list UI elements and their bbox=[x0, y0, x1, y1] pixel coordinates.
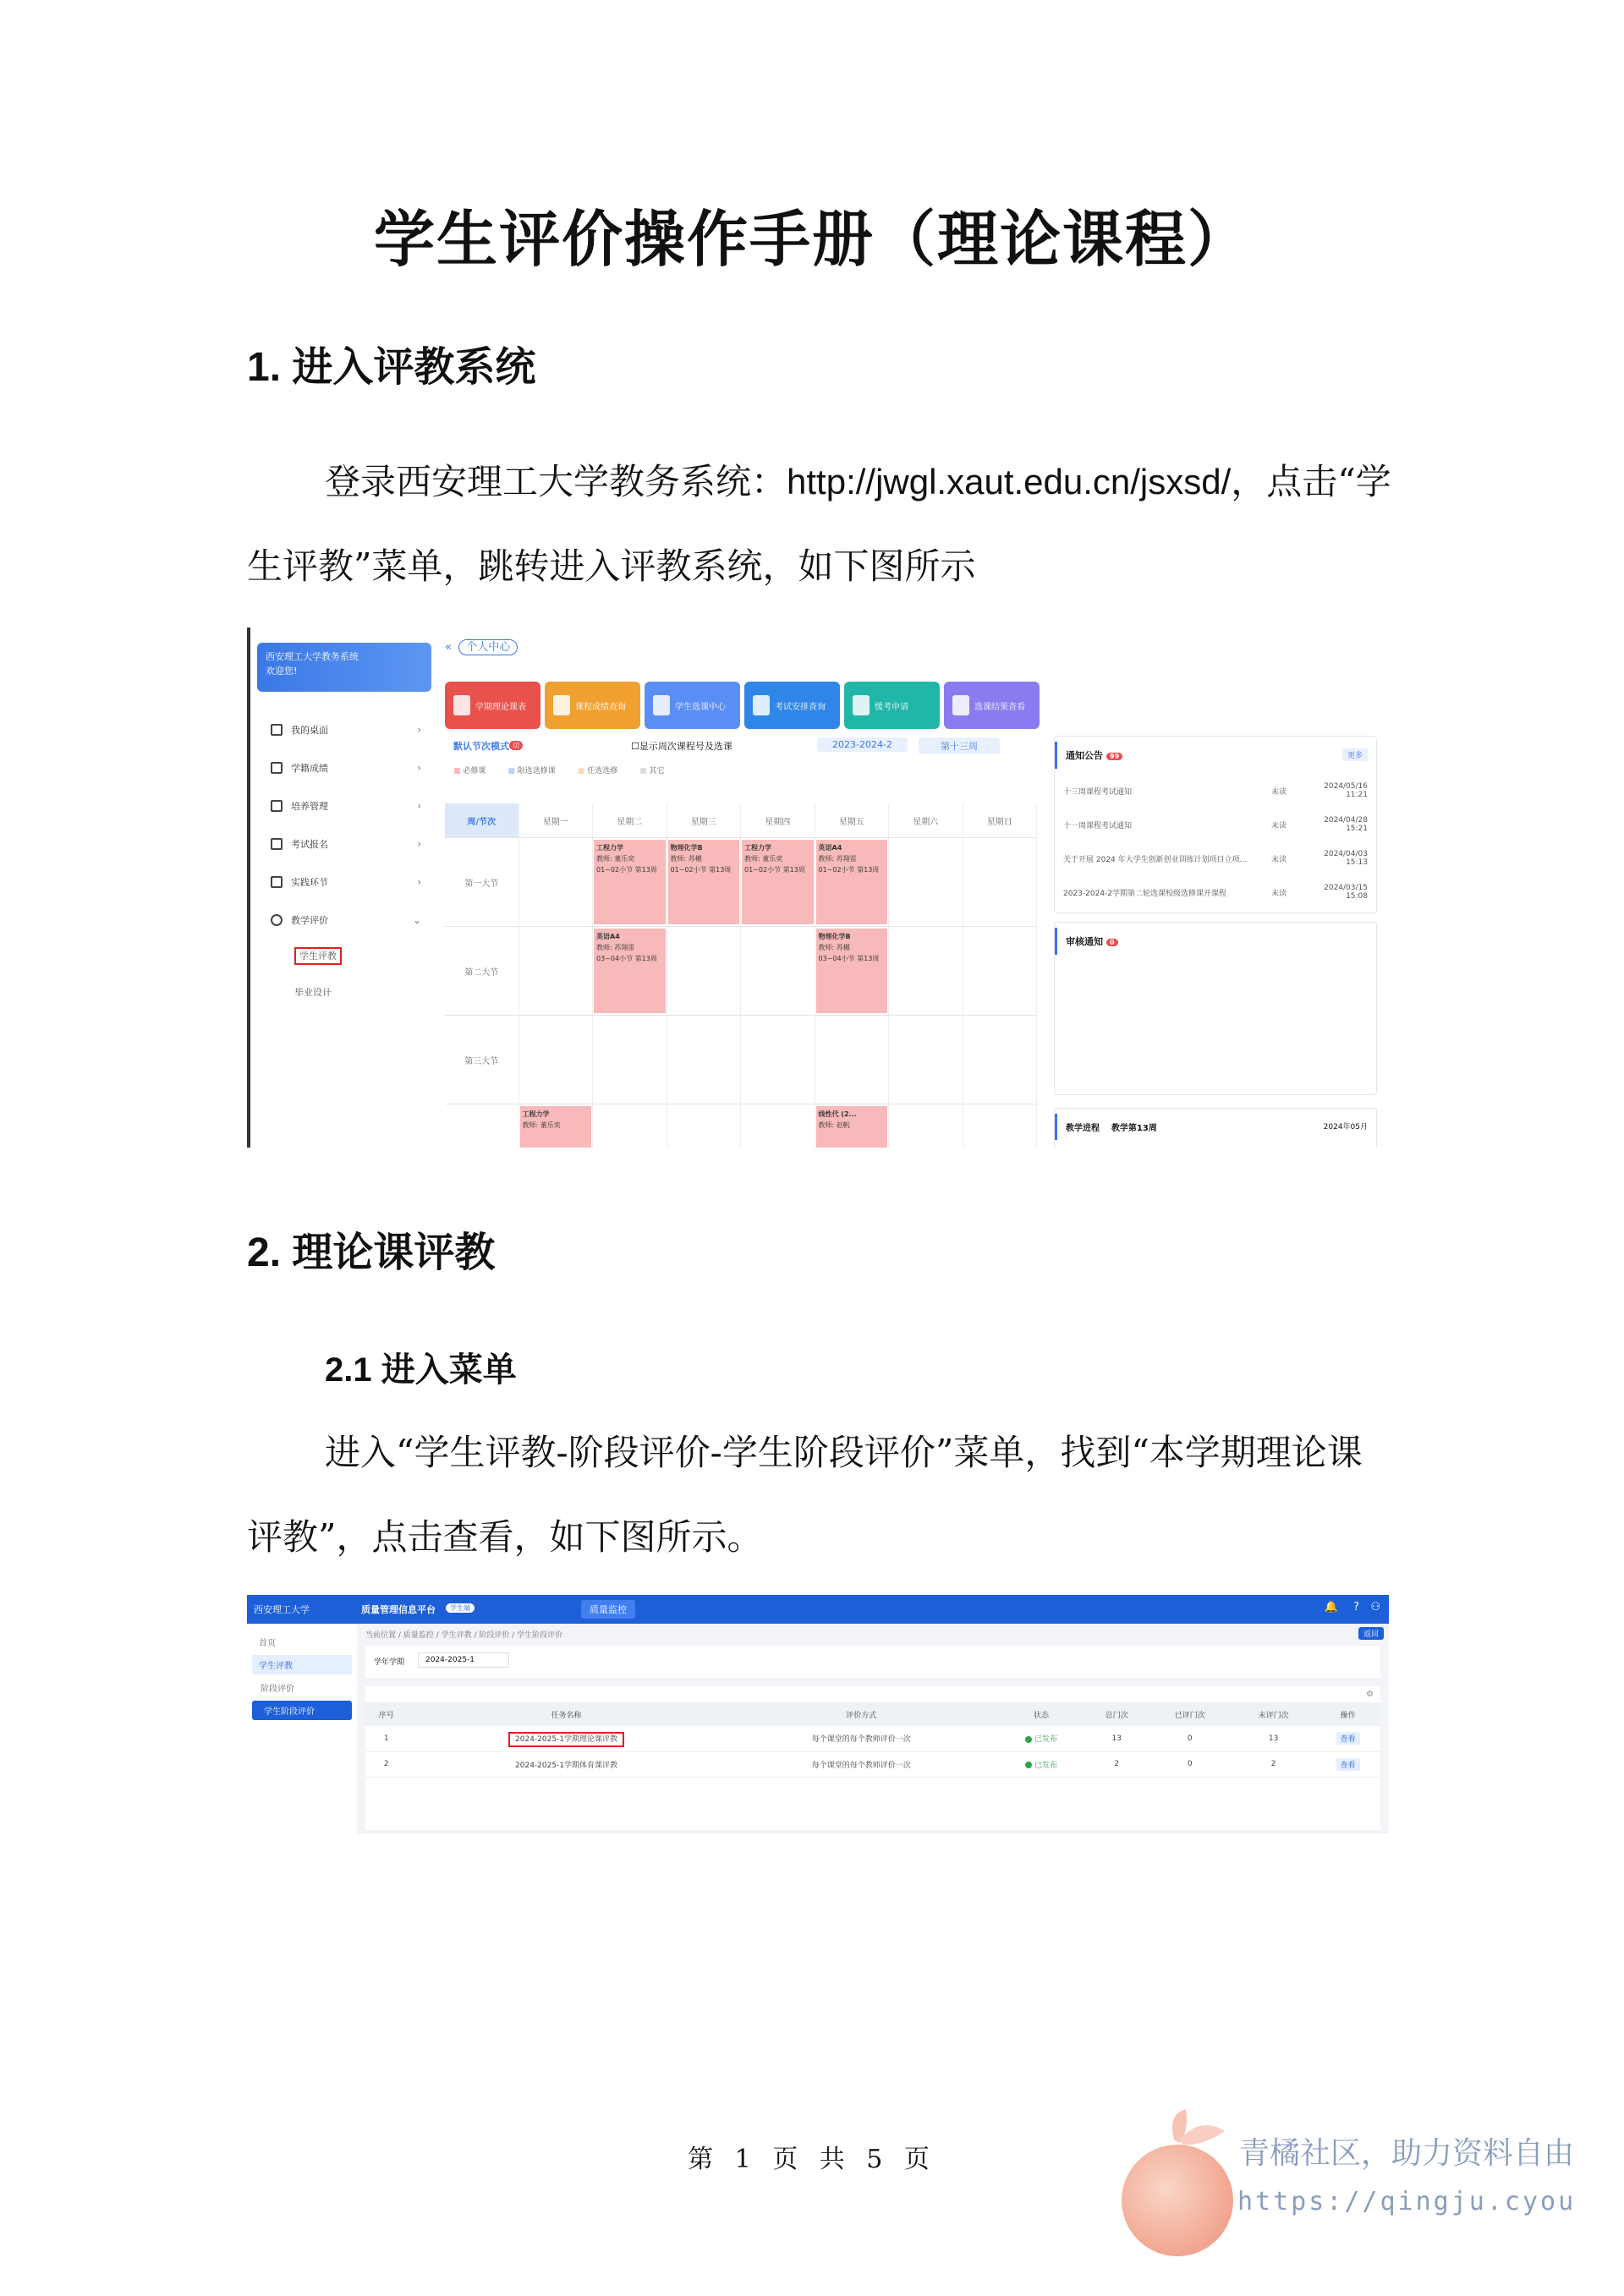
period-label: 第一大节 bbox=[445, 838, 519, 926]
menu-item-exam[interactable] bbox=[271, 831, 431, 857]
corner-cell: 周/节次 bbox=[445, 803, 519, 837]
menu-label: 实践环节 bbox=[291, 877, 328, 888]
quality-monitor-button[interactable]: 质量监控 bbox=[581, 1600, 635, 1619]
status-text: 已发布 bbox=[1034, 1761, 1057, 1770]
submenu-student-eval[interactable] bbox=[294, 949, 342, 962]
col-header: 操作 bbox=[1315, 1702, 1380, 1726]
course-detail: 03~04小节 第13周 bbox=[596, 955, 657, 962]
timetable bbox=[445, 803, 1037, 1148]
course-name: 物理化学B bbox=[670, 844, 703, 852]
highlight-box: 学生评教 bbox=[294, 947, 342, 965]
section-2-heading: 2. 理论课评教 bbox=[247, 1230, 496, 1275]
cell bbox=[889, 1104, 963, 1148]
notice-text: 十一周课程考试通知 bbox=[1063, 821, 1133, 830]
cell bbox=[667, 1016, 742, 1104]
timetable-header bbox=[445, 803, 1037, 838]
breadcrumb-item: 当前位置 bbox=[365, 1631, 397, 1640]
cell bbox=[889, 1016, 963, 1104]
legend bbox=[453, 764, 665, 775]
legend-label: 必修课 bbox=[463, 767, 486, 775]
course-block[interactable] bbox=[816, 1106, 888, 1148]
course-detail: 03~04小节 第13周 bbox=[818, 955, 880, 962]
brand-name: 西安理工大学教务系统 bbox=[266, 651, 359, 662]
doc-title: 学生评价操作手册（理论课程） bbox=[373, 203, 1250, 275]
audit-title-text: 审核通知 bbox=[1066, 936, 1103, 947]
course-block[interactable] bbox=[816, 929, 888, 1013]
notice-row[interactable] bbox=[1055, 808, 1376, 841]
notice-text: 十三周课程考试通知 bbox=[1063, 787, 1133, 797]
menu-item-training[interactable] bbox=[271, 793, 431, 819]
menu-label: 考试报名 bbox=[291, 839, 328, 850]
platform-name: 质量管理信息平台 bbox=[361, 1604, 436, 1615]
cell bbox=[963, 1104, 1038, 1148]
cell-r1-c1 bbox=[593, 927, 667, 1015]
progress-month: 2024年05月 bbox=[1323, 1123, 1368, 1132]
course-detail: 教师: 苏樾 bbox=[818, 944, 850, 951]
day-header: 星期一 bbox=[519, 803, 594, 837]
mode-badge[interactable]: 切 bbox=[509, 741, 523, 750]
total-count: 2 bbox=[1085, 1751, 1148, 1777]
cell-r0-c1 bbox=[593, 838, 667, 926]
user-icon[interactable]: ⚇ bbox=[1370, 1601, 1380, 1614]
menu-item-desktop[interactable] bbox=[271, 717, 431, 743]
breadcrumb: 当前位置 / 质量监控 / 学生评教 / 阶段评价 / 学生阶段评价 bbox=[365, 1631, 563, 1640]
tile-label: 选课结果查看 bbox=[974, 702, 1025, 712]
mode-label: 默认节次模式 bbox=[453, 741, 509, 752]
course-block[interactable] bbox=[520, 1106, 592, 1148]
collapse-icon[interactable]: « bbox=[445, 641, 452, 654]
course-name: 英语A4 bbox=[596, 933, 620, 940]
legend-item: ■ 必修课 bbox=[453, 767, 486, 775]
tile-icon bbox=[553, 695, 570, 715]
cell bbox=[889, 838, 963, 926]
task-name[interactable] bbox=[407, 1726, 725, 1751]
tile-label: 考试安排查询 bbox=[775, 702, 826, 712]
nav-student-eval[interactable]: 学生评教 bbox=[252, 1655, 352, 1674]
cell bbox=[519, 1016, 594, 1104]
nav-home[interactable]: 首页 bbox=[259, 1639, 276, 1648]
table-row bbox=[365, 1751, 1380, 1777]
period-label: 第二大节 bbox=[445, 927, 519, 1015]
menu-label: 我的桌面 bbox=[291, 725, 328, 736]
nav-stage-eval[interactable]: 阶段评价 bbox=[261, 1685, 294, 1694]
tile-label: 课程成绩查询 bbox=[575, 702, 626, 712]
cell-r0-c2 bbox=[667, 838, 742, 926]
course-detail: 01~02小节 第13周 bbox=[596, 866, 657, 874]
menu-label: 教学评价 bbox=[291, 915, 328, 926]
settings-icon[interactable]: ⚙ bbox=[1366, 1690, 1374, 1699]
notice-text: 2023-2024-2学期第二轮选课校级选修课开课程 bbox=[1063, 889, 1227, 898]
done-count: 0 bbox=[1148, 1751, 1232, 1777]
filter-card bbox=[365, 1646, 1380, 1678]
notice-date: 2024/04/28 15:21 bbox=[1324, 816, 1368, 833]
tile-0[interactable] bbox=[445, 682, 540, 729]
menu-item-practice[interactable] bbox=[271, 869, 431, 895]
progress-panel bbox=[1054, 1108, 1377, 1148]
tile-2[interactable] bbox=[645, 682, 740, 729]
training-icon bbox=[271, 800, 283, 812]
notice-panel bbox=[1054, 736, 1377, 913]
section-1-paragraph bbox=[247, 440, 1397, 609]
cell bbox=[963, 838, 1038, 926]
schedule-panel bbox=[445, 736, 1041, 1148]
platform-topbar bbox=[247, 1595, 1389, 1624]
screenshot-quality-platform bbox=[247, 1595, 1389, 1833]
course-name: 物理化学B bbox=[818, 933, 851, 940]
bell-icon[interactable]: 🔔 bbox=[1324, 1601, 1338, 1614]
sidebar bbox=[254, 634, 433, 1148]
notice-date: 2024/05/16 11:21 bbox=[1324, 782, 1368, 799]
breadcrumb-item[interactable]: 阶段评价 bbox=[479, 1631, 510, 1640]
day-header: 星期六 bbox=[889, 803, 963, 837]
notice-row[interactable] bbox=[1055, 841, 1376, 875]
schedule-toolbar bbox=[445, 736, 1041, 758]
watermark-url: https://qingju.cyou bbox=[1237, 2187, 1577, 2217]
course-detail: 01~02小节 第13周 bbox=[744, 866, 805, 874]
col-header: 序号 bbox=[365, 1702, 407, 1726]
tile-label: 学期理论课表 bbox=[475, 702, 526, 712]
more-button[interactable]: 更多 bbox=[1342, 748, 1368, 761]
tile-label: 缓考申请 bbox=[875, 702, 908, 712]
done-count: 0 bbox=[1148, 1726, 1232, 1751]
op-cell bbox=[1315, 1726, 1380, 1751]
checkbox-label: 显示周次课程号及选课 bbox=[639, 741, 732, 752]
course-detail: 教师: 苏翔雷 bbox=[596, 944, 635, 951]
top-tab-bar bbox=[445, 638, 518, 654]
cell bbox=[667, 927, 742, 1015]
show-course-checkbox[interactable]: ☐显示周次课程号及选课 bbox=[631, 741, 732, 752]
left-count: 13 bbox=[1232, 1726, 1315, 1751]
course-name: 工程力学 bbox=[596, 844, 623, 852]
col-header: 未评门次 bbox=[1232, 1702, 1315, 1726]
course-detail: 教师: 董乐奕 bbox=[596, 855, 635, 863]
course-detail: 教师: 苏樾 bbox=[670, 855, 702, 863]
legend-item: ■ 其它 bbox=[639, 767, 665, 775]
cell bbox=[741, 1016, 815, 1104]
cell bbox=[815, 1016, 890, 1104]
desktop-icon bbox=[271, 724, 283, 736]
exam-icon bbox=[271, 838, 283, 850]
progress-week: 教学第13周 bbox=[1111, 1124, 1157, 1133]
tile-icon bbox=[952, 695, 969, 715]
notice-title bbox=[1055, 742, 1376, 769]
chevron-right-icon: › bbox=[417, 876, 421, 888]
system-url: http://jwgl.xaut.edu.cn/jsxsd/ bbox=[787, 462, 1232, 501]
cell-r0-c3 bbox=[741, 838, 815, 926]
menu-item-evaluation[interactable] bbox=[271, 907, 431, 933]
course-name: 工程力学 bbox=[522, 1110, 550, 1118]
page-footer: 第 1 页 共 5 页 bbox=[688, 2145, 936, 2174]
chevron-down-icon: ⌄ bbox=[412, 914, 421, 926]
course-detail: 教师: 苏翔雷 bbox=[818, 855, 857, 863]
left-count: 2 bbox=[1232, 1751, 1315, 1777]
cell-r0-c4 bbox=[815, 838, 890, 926]
cell bbox=[889, 927, 963, 1015]
user-icon bbox=[271, 914, 283, 926]
eval-method: 每个课堂的每个教师评价一次 bbox=[726, 1751, 997, 1777]
course-name: 英语A4 bbox=[818, 844, 842, 852]
legend-label: 其它 bbox=[649, 767, 665, 775]
progress-title bbox=[1055, 1114, 1376, 1140]
watermark-slogan: 青橘社区，助力资料自由 bbox=[1239, 2136, 1575, 2171]
row-no: 1 bbox=[365, 1726, 407, 1751]
back-button[interactable]: 返回 bbox=[1358, 1627, 1384, 1640]
tile-5[interactable] bbox=[944, 682, 1040, 729]
section-1-heading: 1. 进入评教系统 bbox=[247, 345, 536, 390]
notice-status: 未读 bbox=[1271, 787, 1287, 797]
table-row bbox=[365, 1726, 1380, 1751]
chevron-right-icon: › bbox=[417, 724, 421, 736]
task-table bbox=[365, 1702, 1380, 1778]
brand-welcome: 欢迎您! bbox=[266, 666, 298, 677]
cell bbox=[963, 1016, 1038, 1104]
status-text: 已发布 bbox=[1034, 1735, 1057, 1745]
cell bbox=[963, 927, 1038, 1015]
notice-badge: 99 bbox=[1106, 753, 1122, 760]
submenu-graduation[interactable]: 毕业设计 bbox=[294, 987, 332, 998]
tile-icon bbox=[653, 695, 670, 715]
para-text: 登录西安理工大学教务系统： bbox=[325, 461, 787, 502]
period-label: 第三大节 bbox=[445, 1016, 519, 1104]
total-count: 13 bbox=[1085, 1726, 1148, 1751]
course-detail: 教师: 董乐奕 bbox=[522, 1121, 561, 1129]
tile-3[interactable] bbox=[744, 682, 840, 729]
highlight-box: 2024-2025-1学期理论课评教 bbox=[508, 1732, 624, 1747]
menu-label: 培养管理 bbox=[291, 801, 328, 812]
period-row bbox=[445, 927, 1037, 1016]
op-cell bbox=[1315, 1751, 1380, 1777]
cell-r1-c4 bbox=[815, 927, 890, 1015]
screenshot-academic-system bbox=[247, 627, 1389, 1148]
day-header: 星期五 bbox=[815, 803, 890, 837]
notice-status: 未读 bbox=[1271, 889, 1287, 898]
chevron-right-icon: › bbox=[417, 800, 421, 812]
platform-main bbox=[357, 1624, 1389, 1833]
col-header: 总门次 bbox=[1085, 1702, 1148, 1726]
brand-banner bbox=[257, 643, 431, 692]
legend-label: 任选选修 bbox=[587, 767, 618, 775]
tile-icon bbox=[453, 695, 470, 715]
period-label bbox=[445, 1104, 519, 1148]
cell-r3-c0 bbox=[519, 1104, 594, 1148]
cell bbox=[593, 1016, 667, 1104]
course-detail: 01~02小节 第13周 bbox=[670, 866, 732, 874]
cell bbox=[741, 1104, 815, 1148]
notice-row[interactable] bbox=[1055, 875, 1376, 909]
legend-item: ■ 限选选修课 bbox=[508, 767, 556, 775]
status bbox=[997, 1751, 1085, 1777]
audit-panel bbox=[1054, 922, 1377, 1095]
week-select[interactable]: 第十三周 bbox=[919, 737, 1000, 754]
course-block[interactable] bbox=[742, 840, 814, 924]
chevron-right-icon: › bbox=[417, 762, 421, 774]
notice-title-text: 通知公告 bbox=[1066, 750, 1103, 761]
view-button[interactable]: 查看 bbox=[1336, 1758, 1360, 1771]
notice-text: 关于开展 2024 年大学生创新创业训练计划项目立项... bbox=[1063, 855, 1248, 864]
section-2-1-paragraph: 进入“学生评教-阶段评价-学生阶段评价”菜单，找到“本学期理论课评教”，点击查看，如下图所示。 bbox=[247, 1432, 1363, 1558]
notice-row[interactable] bbox=[1055, 774, 1376, 808]
platform-badge: 学生端 bbox=[446, 1603, 475, 1613]
tile-1[interactable] bbox=[545, 682, 640, 729]
audit-badge: 0 bbox=[1106, 939, 1118, 946]
notice-date: 2024/03/15 15:08 bbox=[1324, 884, 1368, 901]
cell bbox=[667, 1104, 742, 1148]
platform-sidebar bbox=[247, 1624, 357, 1833]
row-no: 2 bbox=[365, 1751, 407, 1777]
tab-personal-center[interactable]: 个人中心 bbox=[458, 639, 518, 655]
term-select[interactable]: 2023-2024-2 bbox=[817, 737, 908, 752]
cell bbox=[519, 927, 594, 1015]
col-header: 已评门次 bbox=[1148, 1702, 1232, 1726]
period-row bbox=[445, 1104, 1037, 1148]
course-name: 线性代 (2... bbox=[818, 1110, 857, 1118]
cell bbox=[519, 838, 594, 926]
notice-status: 未读 bbox=[1271, 821, 1287, 830]
nav-student-stage-eval[interactable]: 学生阶段评价 bbox=[252, 1701, 352, 1720]
grades-icon bbox=[271, 762, 283, 774]
day-header: 星期日 bbox=[963, 803, 1038, 837]
status bbox=[997, 1726, 1085, 1751]
menu-label: 学籍成绩 bbox=[291, 763, 328, 774]
tile-icon bbox=[753, 695, 770, 715]
filter-label: 学年学期 bbox=[374, 1658, 405, 1667]
tile-label: 学生选课中心 bbox=[675, 702, 726, 712]
term-select[interactable]: 2024-2025-1 bbox=[418, 1652, 509, 1668]
view-button[interactable]: 查看 bbox=[1336, 1732, 1360, 1745]
course-block[interactable] bbox=[816, 840, 888, 924]
menu-item-grades[interactable] bbox=[271, 755, 431, 781]
flag-icon bbox=[271, 876, 283, 888]
chevron-right-icon: › bbox=[417, 838, 421, 850]
cell bbox=[741, 927, 815, 1015]
tile-4[interactable] bbox=[844, 682, 940, 729]
audit-title bbox=[1055, 928, 1376, 955]
notice-status: 未读 bbox=[1271, 855, 1287, 864]
day-header: 星期四 bbox=[741, 803, 815, 837]
course-block[interactable] bbox=[668, 840, 740, 924]
status-dot-icon bbox=[1025, 1762, 1032, 1768]
notice-date: 2024/04/03 15:13 bbox=[1324, 850, 1368, 867]
eval-method: 每个课堂的每个教师评价一次 bbox=[726, 1726, 997, 1751]
breadcrumb-item[interactable]: 质量监控 bbox=[403, 1631, 434, 1640]
course-name: 工程力学 bbox=[744, 844, 771, 852]
task-name[interactable]: 2024-2025-1学期体育课评教 bbox=[407, 1751, 725, 1777]
tile-icon bbox=[853, 695, 870, 715]
progress-title-text: 教学进程 bbox=[1066, 1124, 1100, 1133]
para-text: ，点击“学生评教”菜单，跳转进入评教系统，如下图所示 bbox=[247, 461, 1391, 587]
course-detail: 教师: 董乐奕 bbox=[744, 855, 783, 863]
cell-r3-c4 bbox=[815, 1104, 890, 1148]
col-header: 任务名称 bbox=[407, 1702, 725, 1726]
university-logo: 西安理工大学 bbox=[254, 1604, 310, 1615]
section-2-1-heading: 2.1 进入菜单 bbox=[325, 1351, 517, 1389]
course-detail: 01~02小节 第13周 bbox=[818, 866, 880, 874]
breadcrumb-item: 学生阶段评价 bbox=[517, 1631, 563, 1640]
legend-item: ■ 任选选修 bbox=[577, 767, 618, 775]
status-dot-icon bbox=[1025, 1736, 1032, 1743]
day-header: 星期三 bbox=[667, 803, 742, 837]
legend-label: 限选选修课 bbox=[517, 767, 556, 775]
col-header: 评价方式 bbox=[726, 1702, 997, 1726]
course-block[interactable] bbox=[594, 929, 666, 1013]
breadcrumb-item[interactable]: 学生评教 bbox=[441, 1631, 472, 1640]
table-header bbox=[365, 1702, 1380, 1726]
cell bbox=[593, 1104, 667, 1148]
course-detail: 教师: 赵帆 bbox=[818, 1121, 850, 1129]
period-row bbox=[445, 838, 1037, 927]
course-block[interactable] bbox=[594, 840, 666, 924]
task-table-card bbox=[365, 1686, 1380, 1830]
period-row bbox=[445, 1016, 1037, 1104]
col-header: 状态 bbox=[997, 1702, 1085, 1726]
day-header: 星期二 bbox=[593, 803, 667, 837]
orange-logo-icon bbox=[1108, 2106, 1252, 2258]
help-icon[interactable]: ? bbox=[1353, 1601, 1359, 1614]
